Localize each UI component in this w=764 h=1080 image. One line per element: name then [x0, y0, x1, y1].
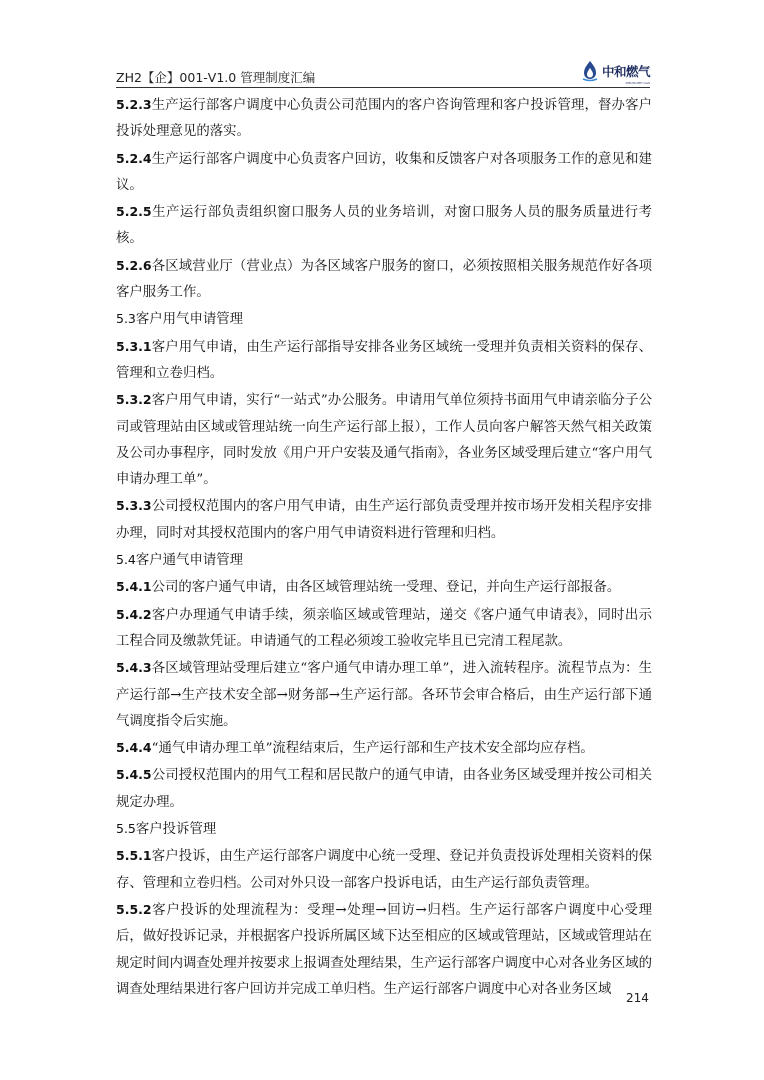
logo-subtext: ZHONGHE GAS — [625, 81, 650, 85]
clause-number: 5.4.2 — [116, 606, 152, 622]
clause-paragraph — [116, 199, 652, 253]
clause-number: 5.2.5 — [116, 204, 152, 220]
clause-number: 5.2.3 — [116, 97, 152, 112]
clause-paragraph — [116, 334, 652, 388]
clause-number: 5.3.3 — [116, 498, 152, 514]
header-title: ZH2【企】001-V1.0 管理制度汇编 — [116, 70, 316, 85]
clause-paragraph — [116, 253, 652, 307]
section-heading — [116, 306, 652, 333]
clause-paragraph — [116, 387, 652, 493]
clause-number: 5.2.6 — [116, 257, 152, 273]
clause-number: 5.4.1 — [116, 579, 152, 595]
flame-logo-icon — [581, 60, 599, 82]
clause-number: 5.3 — [116, 311, 136, 327]
clause-paragraph — [116, 146, 652, 200]
clause-paragraph — [116, 843, 652, 897]
clause-paragraph — [116, 655, 652, 735]
clause-text: 客户投诉，由生产运行部客户调度中心统一受理、登记并负责投诉处理相关资料的保存、管理和立卷归档。公司对外只设一部客户投诉电话，由生产运行部负责管理。 — [116, 849, 652, 891]
clause-text: 公司授权范围内的客户用气申请，由生产运行部负责受理并按市场开发相关程序安排办理，同时对其授权范围内的客户用气申请资料进行管理和归档。 — [116, 499, 652, 541]
clause-text: 客户投诉的处理流程为：受理→处理→回访→归档。生产运行部客户调度中心受理后，做好投诉记录，并根据客户投诉所属区域下达至相应的区域或管理站，区域或管理站在规定时间内调查处理并按要求上报调查处理结果，生产运行部客户调度中心对各业务区域的调查处理结果进行客户回访并完成工单归档。生产运行部客户调度中心对各业务区域 — [116, 902, 652, 997]
clause-number: 5.3.2 — [116, 392, 152, 408]
page-number: 214 — [626, 991, 649, 1005]
clause-text: 客户办理通气申请手续，须亲临区域或管理站，递交《客户通气申请表》，同时出示工程合同及缴款凭证。申请通气的工程必须竣工验收完毕且已完清工程尾款。 — [116, 607, 652, 649]
clause-text: 各区域营业厅（营业点）为各区域客户服务的窗口，必须按照相关服务规范作好各项客户服务工作。 — [116, 258, 652, 301]
clause-paragraph — [116, 602, 652, 656]
clause-text: 公司的客户通气申请，由各区域管理站统一受理、登记，并向生产运行部报备。 — [151, 580, 621, 596]
section-heading — [116, 547, 652, 574]
clause-number: 5.3.1 — [116, 338, 152, 354]
clause-paragraph — [116, 762, 652, 816]
page-header — [116, 58, 650, 86]
clause-paragraph — [116, 493, 652, 547]
clause-number: 5.5 — [116, 821, 136, 837]
clause-text: 各区域管理站受理后建立“客户通气申请办理工单”，进入流转程序。流程节点为：生产运行部→生产技术安全部→财务部→生产运行部。各环节会审合格后，由生产运行部下通气调度指令后实施。 — [116, 661, 652, 729]
clause-number: 5.4 — [116, 552, 136, 568]
clause-number: 5.5.1 — [116, 848, 152, 864]
clause-text: 生产运行部负责组织窗口服务人员的业务培训，对窗口服务人员的服务质量进行考核。 — [116, 205, 652, 247]
clause-number: 5.4.4 — [116, 740, 152, 756]
clause-text: 公司授权范围内的用气工程和居民散户的通气申请，由各业务区域受理并按公司相关规定办理。 — [116, 768, 652, 810]
clause-number: 5.4.5 — [116, 767, 152, 783]
clause-paragraph — [116, 574, 652, 601]
clause-text: “通气申请办理工单”流程结束后，生产运行部和生产技术安全部均应存档。 — [151, 741, 594, 757]
clause-text: 生产运行部客户调度中心负责客户回访，收集和反馈客户对各项服务工作的意见和建议。 — [116, 151, 652, 193]
clause-number: 5.5.2 — [116, 901, 152, 917]
clause-number: 5.2.4 — [116, 150, 152, 166]
clause-text: 生产运行部客户调度中心负责公司范围内的客户咨询管理和客户投诉管理，督办客户投诉处理意见的落实。 — [116, 98, 652, 140]
clause-number: 5.4.3 — [116, 660, 152, 676]
clause-text: 客户用气申请，由生产运行部指导安排各业务区域统一受理并负责相关资料的保存、管理和立卷归档。 — [116, 339, 652, 381]
logo-text: 中和燃气 — [601, 64, 650, 79]
header-divider — [116, 87, 650, 88]
clause-text: 客户通气申请管理 — [135, 553, 244, 569]
clause-paragraph — [116, 92, 652, 146]
section-heading — [116, 816, 652, 843]
clause-text: 客户用气申请管理 — [135, 312, 244, 328]
document-body — [116, 92, 652, 1003]
clause-paragraph — [116, 897, 652, 1003]
clause-text: 客户投诉管理 — [135, 822, 217, 838]
clause-text: 客户用气申请，实行“一站式”办公服务。申请用气单位须持书面用气申请亲临分子公司或管理站由区域或管理站统一向生产运行部上报），工作人员向客户解答天然气相关政策及公司办事程序，同时发放《用户开户安装及通气指南》，各业务区域受理后建立“客户用气申请办理工单”。 — [116, 393, 652, 488]
clause-paragraph — [116, 735, 652, 762]
